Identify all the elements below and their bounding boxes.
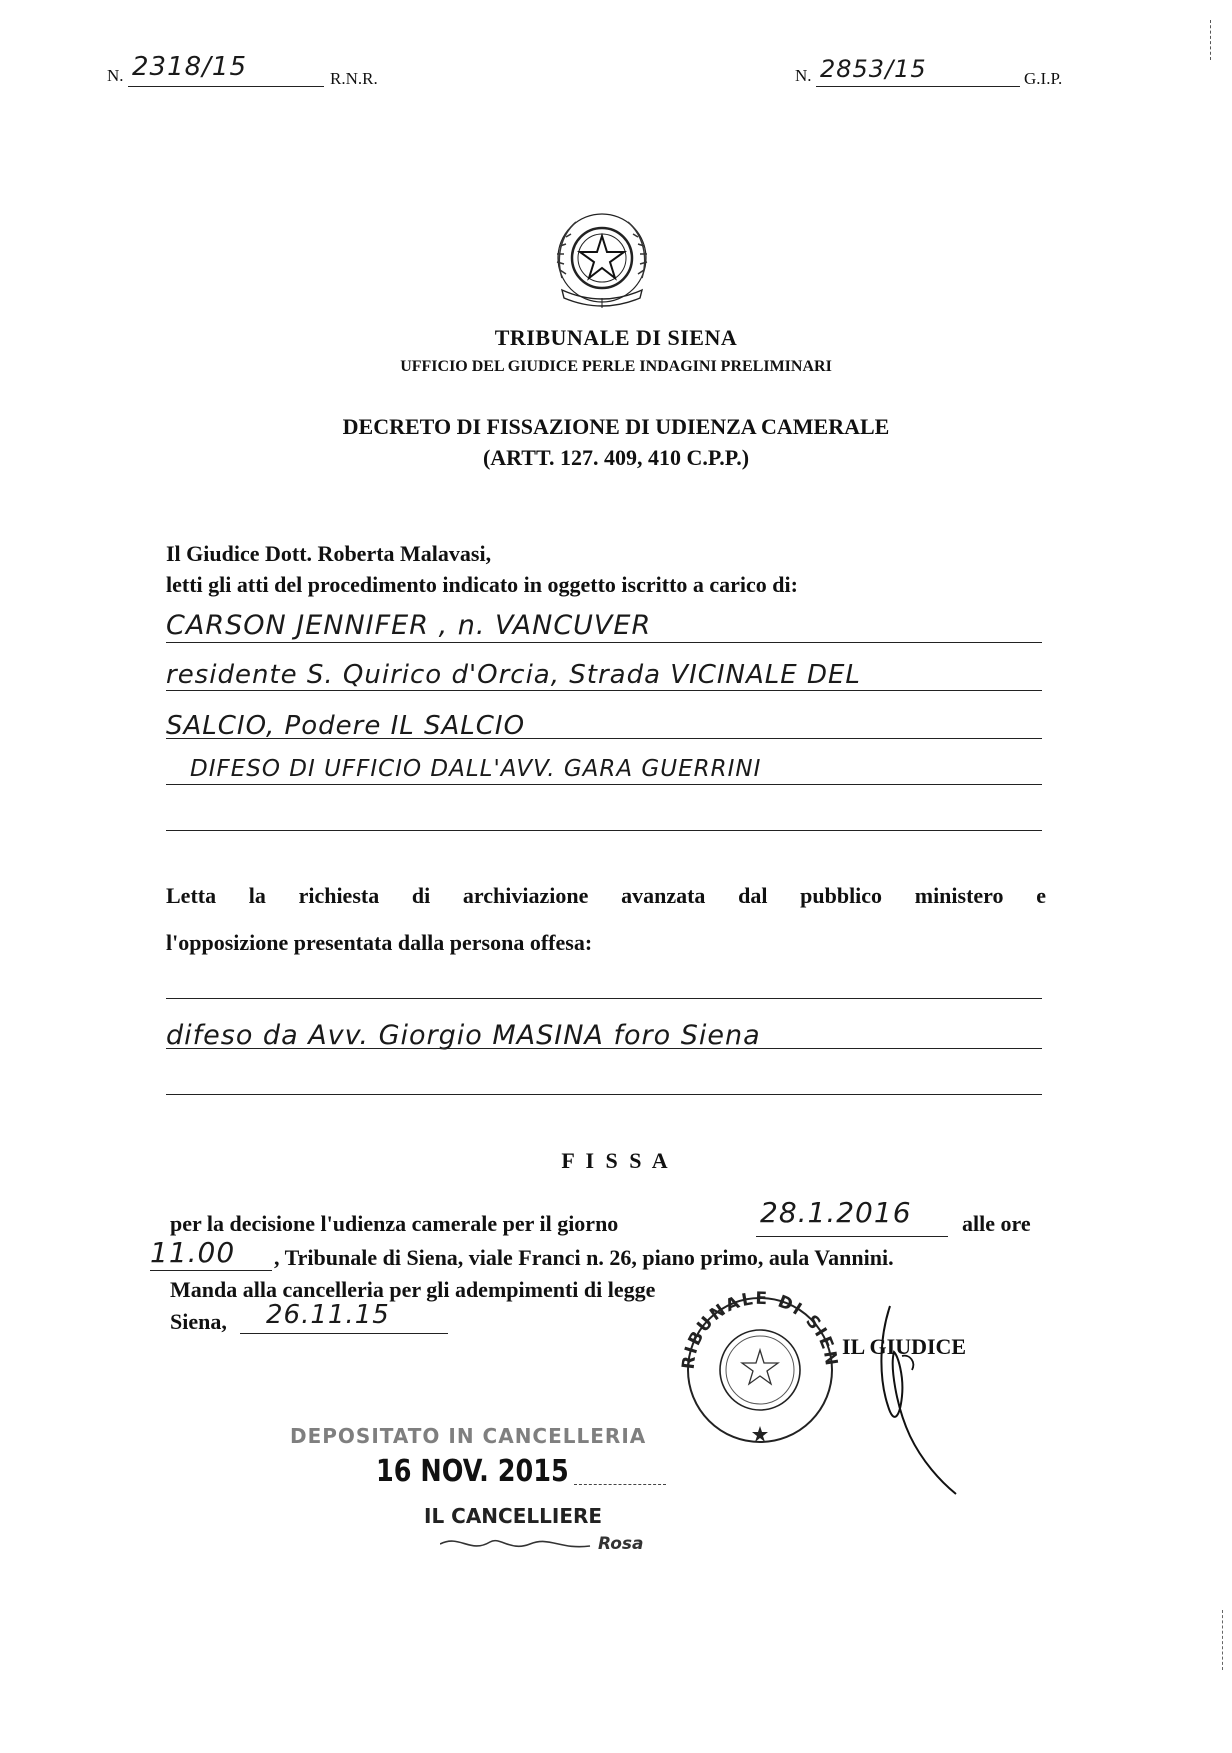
cancelliere-signature (440, 1530, 600, 1560)
defendant-rule (166, 830, 1042, 831)
gip-prefix: N. (795, 66, 812, 85)
siena-label: Siena, (170, 1309, 227, 1334)
defendant-rule (166, 642, 1042, 643)
svg-text:TRIBUNALE DI SIENA (672, 1284, 841, 1370)
tribunale-seal (672, 1284, 848, 1444)
defendant-rule (166, 690, 1042, 691)
gip-label: G.I.P. (1024, 69, 1063, 88)
decree-articles: (ARTT. 127. 409, 410 C.P.P.) (482, 445, 750, 470)
request-line-1: Letta la richiesta di archiviazione avanzata dal pubblico ministero e (166, 883, 1046, 908)
defendant-line: residente S. Quirico d'Orcia, Strada VICINALE DEL (166, 660, 861, 690)
judge-signature (860, 1296, 980, 1496)
rnr-label: R.N.R. (330, 69, 378, 88)
rnr-prefix: N. (107, 66, 124, 85)
rnr-underline (128, 86, 324, 87)
court-name: TRIBUNALE DI SIENA (494, 325, 738, 350)
offended-rule (166, 1094, 1042, 1095)
defendant-rule (166, 738, 1042, 739)
siena-date-rule (240, 1333, 448, 1334)
siena-date: 26.11.15 (266, 1300, 390, 1330)
offended-rule (166, 998, 1042, 999)
rnr-number: 2318/15 (132, 52, 248, 82)
gip-number: 2853/15 (820, 55, 927, 83)
repubblica-italiana-emblem-icon (546, 208, 658, 316)
stamp-date-rule (574, 1484, 666, 1485)
defendant-line: DIFESO DI UFFICIO DALL'AVV. GARA GUERRINI (190, 756, 762, 782)
court-office: UFFICIO DEL GIUDICE PERLE INDAGINI PRELIMINARI (400, 358, 832, 375)
judge-line: Il Giudice Dott. Roberta Malavasi, (166, 541, 492, 566)
stamp-date: 16 NOV. 2015 (376, 1454, 569, 1489)
request-line-2: l'opposizione presentata dalla persona offesa: (166, 930, 593, 955)
offended-line: difeso da Avv. Giorgio MASINA foro Siena (166, 1020, 761, 1051)
seal-ring-text: RIBUNALE DI SIEN (678, 1288, 842, 1371)
hearing-date-rule (756, 1236, 948, 1237)
hearing-time-rule (150, 1270, 272, 1271)
hearing-time: 11.00 (150, 1236, 236, 1269)
hearing-text-1: per la decisione l'udienza camerale per il giorno (170, 1211, 619, 1236)
scan-edge-mark (1222, 1610, 1226, 1670)
stamp-name: Rosa (598, 1534, 644, 1554)
stamp-title: DEPOSITATO IN CANCELLERIA (290, 1424, 647, 1448)
decree-title: DECRETO DI FISSAZIONE DI UDIENZA CAMERALE (342, 414, 890, 439)
acts-line: letti gli atti del procedimento indicato in oggetto iscritto a carico di: (166, 572, 798, 597)
hearing-location: , Tribunale di Siena, viale Franci n. 26, piano primo, aula Vannini. (274, 1245, 894, 1270)
defendant-line: CARSON JENNIFER , n. VANCUVER (166, 610, 652, 641)
fissa-heading: F I S S A (561, 1148, 671, 1173)
defendant-line: SALCIO, Podere IL SALCIO (166, 711, 526, 741)
defendant-rule (166, 784, 1042, 785)
hearing-date: 28.1.2016 (760, 1196, 912, 1229)
stamp-role: IL CANCELLIERE (424, 1504, 603, 1528)
hearing-text-2: alle ore (962, 1211, 1031, 1236)
scan-edge-mark (1210, 20, 1214, 60)
manda-line: Manda alla cancelleria per gli adempimenti di legge (170, 1277, 656, 1302)
offended-rule (166, 1048, 1042, 1049)
judge-label: IL GIUDICE (842, 1334, 967, 1359)
gip-underline (816, 86, 1020, 87)
